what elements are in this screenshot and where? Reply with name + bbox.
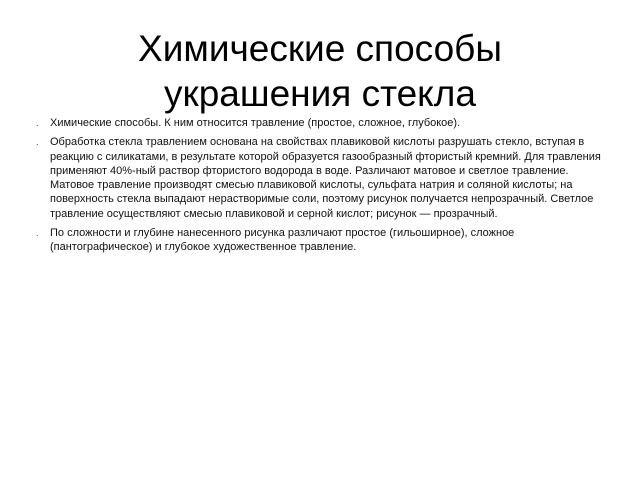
bullet-item-2 xyxy=(34,135,606,221)
bullet-item-1 xyxy=(34,116,606,130)
slide-title-line-2: украшения стекла xyxy=(164,73,476,114)
slide-title xyxy=(40,26,600,116)
bullet-item-3 xyxy=(34,226,606,255)
bullet-text-2: Обработка стекла травлением основана на свойствах плавиковой кислоты разрушать стекло, вступая в реакцию с силикатами, в результате которой образуется газообразный фтористый кремний. Для травления применяют 40%-ный раствор фтористого водорода в воде. Различают матовое и светлое травление. Матовое травление производят смесью плавиковой кислоты, сульфата натрия и соляной кислоты; на поверхность стекла выпадают нерастворимые соли, поэтому рисунок получается непрозрачный. Светлое травление осуществляют смесью плавиковой и серной кислот; рисунок — прозрачный. xyxy=(50,136,601,220)
bullet-text-3: По сложности и глубине нанесенного рисунка различают простое (гильоширное), сложное (пантографическое) и глубокое художественное травление. xyxy=(50,227,515,254)
bullet-marker-icon: . xyxy=(36,228,39,239)
bullet-marker-icon: . xyxy=(36,118,39,128)
slide-title-line-1: Химические способы xyxy=(138,28,502,69)
bullet-marker-icon: . xyxy=(36,137,39,148)
bullet-text-1: Химические способы. К ним относится травление (простое, сложное, глубокое). xyxy=(50,117,461,129)
bullet-list xyxy=(34,116,606,260)
